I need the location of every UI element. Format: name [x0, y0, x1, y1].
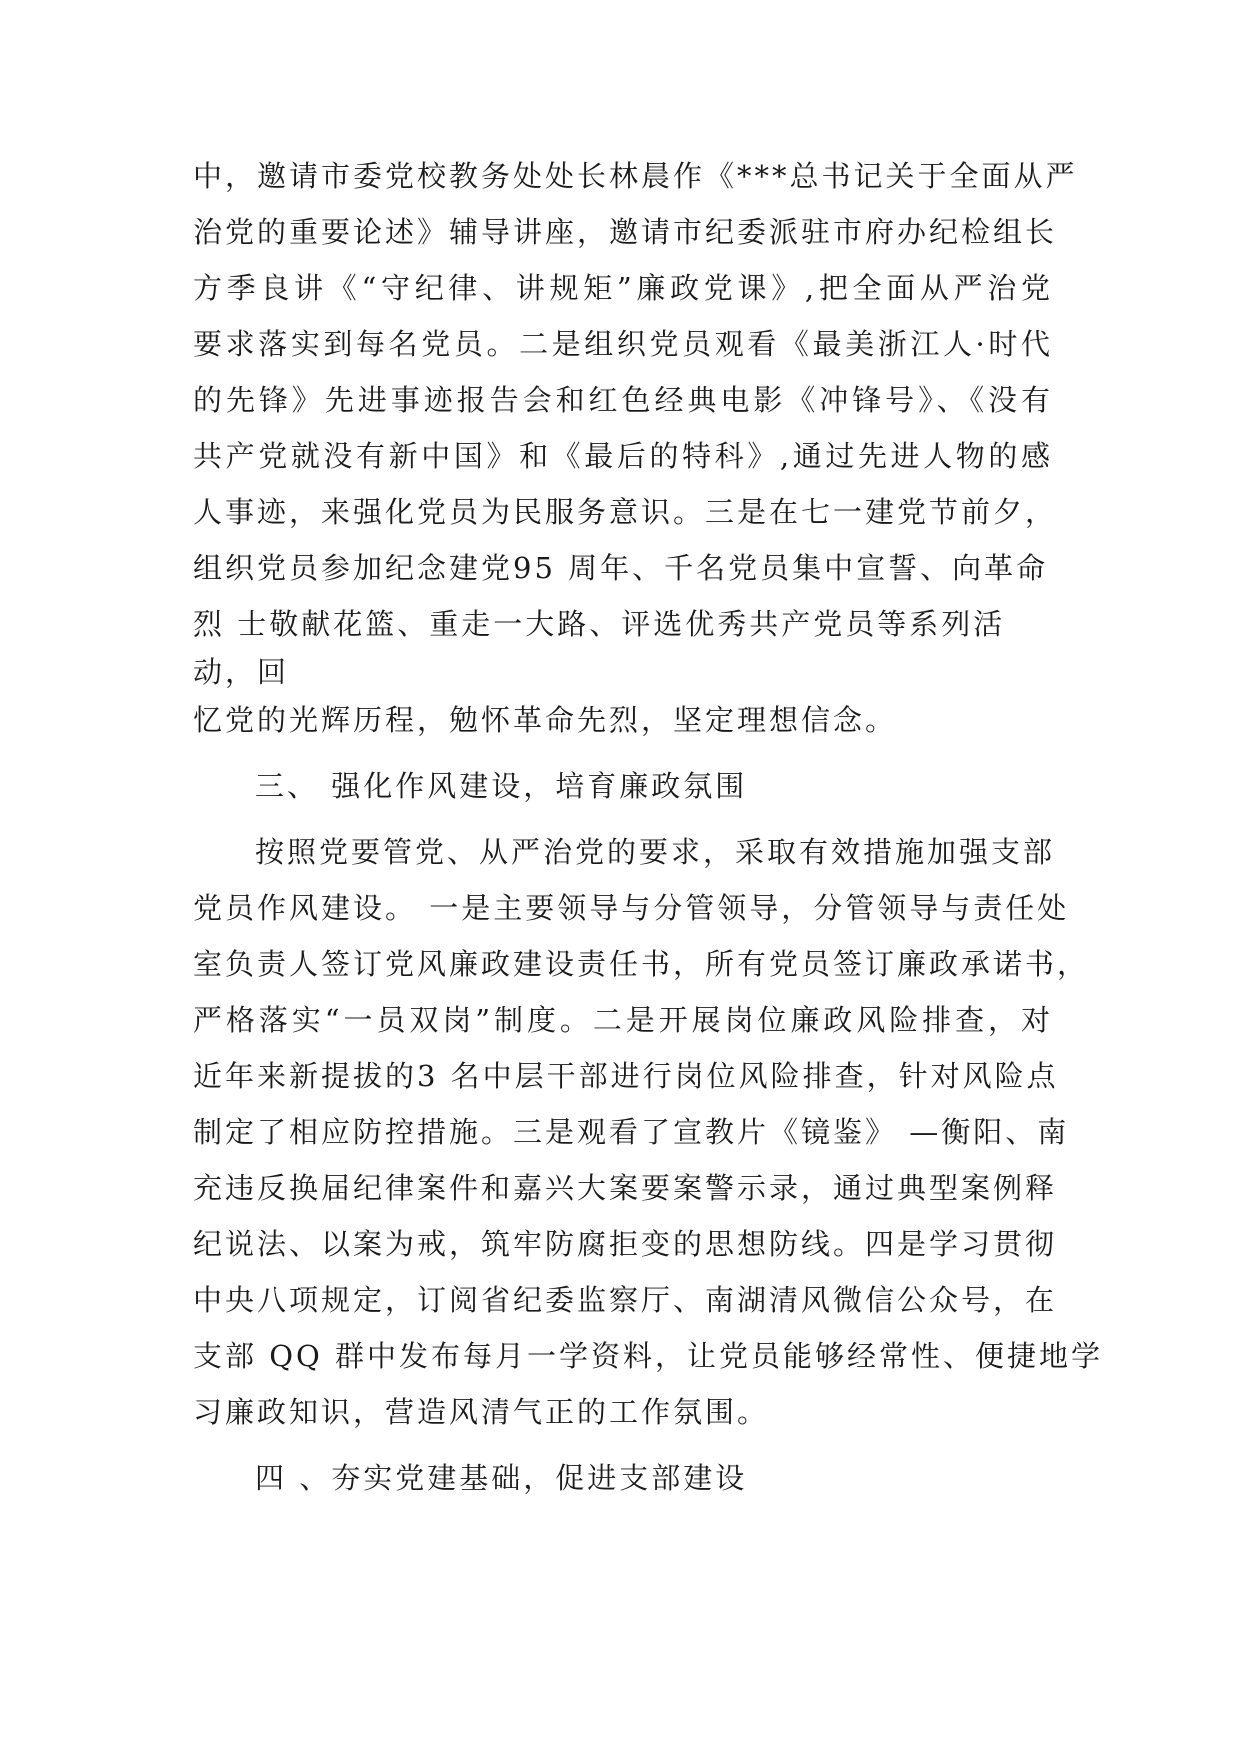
- text-line: 严格落实“一员双岗”制度。二是开展岗位廉政风险排查，对: [193, 1003, 1053, 1037]
- text-line: 的先锋》先进事迹报告会和红色经典电影《冲锋号》、《没有: [193, 383, 1053, 417]
- text-line: 室负责人签订党风廉政建设责任书，所有党员签订廉政承诺书，: [193, 947, 1090, 981]
- text-line: 支部 QQ 群中发布每月一学资料，让党员能够经常性、便捷地学: [193, 1339, 1103, 1373]
- text-line: 组织党员参加纪念建党95 周年、千名党员集中宣誓、向革命: [193, 551, 1049, 585]
- text-line: 烈 士敬献花篮、重走一大路、评选优秀共产党员等系列活: [193, 607, 1006, 641]
- text-line: 治党的重要论述》辅导讲座，邀请市纪委派驻市府办纪检组长: [193, 215, 1058, 249]
- document-body: [193, 148, 1103, 1516]
- text-line: 习廉政知识，营造风清气正的工作氛围。: [193, 1395, 770, 1429]
- text-line: 人事迹，来强化党员为民服务意识。三是在七一建党节前夕，: [193, 495, 1058, 529]
- text-line: 动，回: [193, 655, 290, 689]
- paragraph-first-line: 按照党要管党、从严治党的要求，采取有效措施加强支部: [255, 835, 1056, 869]
- text-line: 忆党的光辉历程，勉怀革命先烈，坚定理想信念。: [193, 703, 898, 737]
- text-line: 制定了相应防控措施。三是观看了宣教片《镜鉴》 —衡阳、南: [193, 1115, 1070, 1149]
- text-line: 中央八项规定，订阅省纪委监察厅、南湖清风微信公众号，在: [193, 1283, 1058, 1317]
- section-heading-4: 四 、夯实党建基础，促进支部建设: [255, 1461, 748, 1495]
- text-line: 党员作风建设。 一是主要领导与分管领导，分管领导与责任处: [193, 891, 1070, 925]
- text-line: 纪说法、以案为戒，筑牢防腐拒变的思想防线。四是学习贯彻: [193, 1227, 1058, 1261]
- text-line: 要求落实到每名党员。二是组织党员观看《最美浙江人·时代: [193, 327, 1053, 361]
- text-line: 方季良讲《“守纪律、讲规矩”廉政党课》,把全面从严治党: [193, 271, 1053, 305]
- section-heading-3: 三、 强化作风建设，培育廉政氛围: [255, 769, 748, 803]
- text-line: 近年来新提拔的3 名中层干部进行岗位风险排查，针对风险点: [193, 1059, 1059, 1093]
- text-line: 充违反换届纪律案件和嘉兴大案要案警示录，通过典型案例释: [193, 1171, 1058, 1205]
- text-line: 共产党就没有新中国》和《最后的特科》,通过先进人物的感: [193, 439, 1053, 473]
- text-line: 中，邀请市委党校教务处处长林晨作《***总书记关于全面从严: [193, 159, 1078, 193]
